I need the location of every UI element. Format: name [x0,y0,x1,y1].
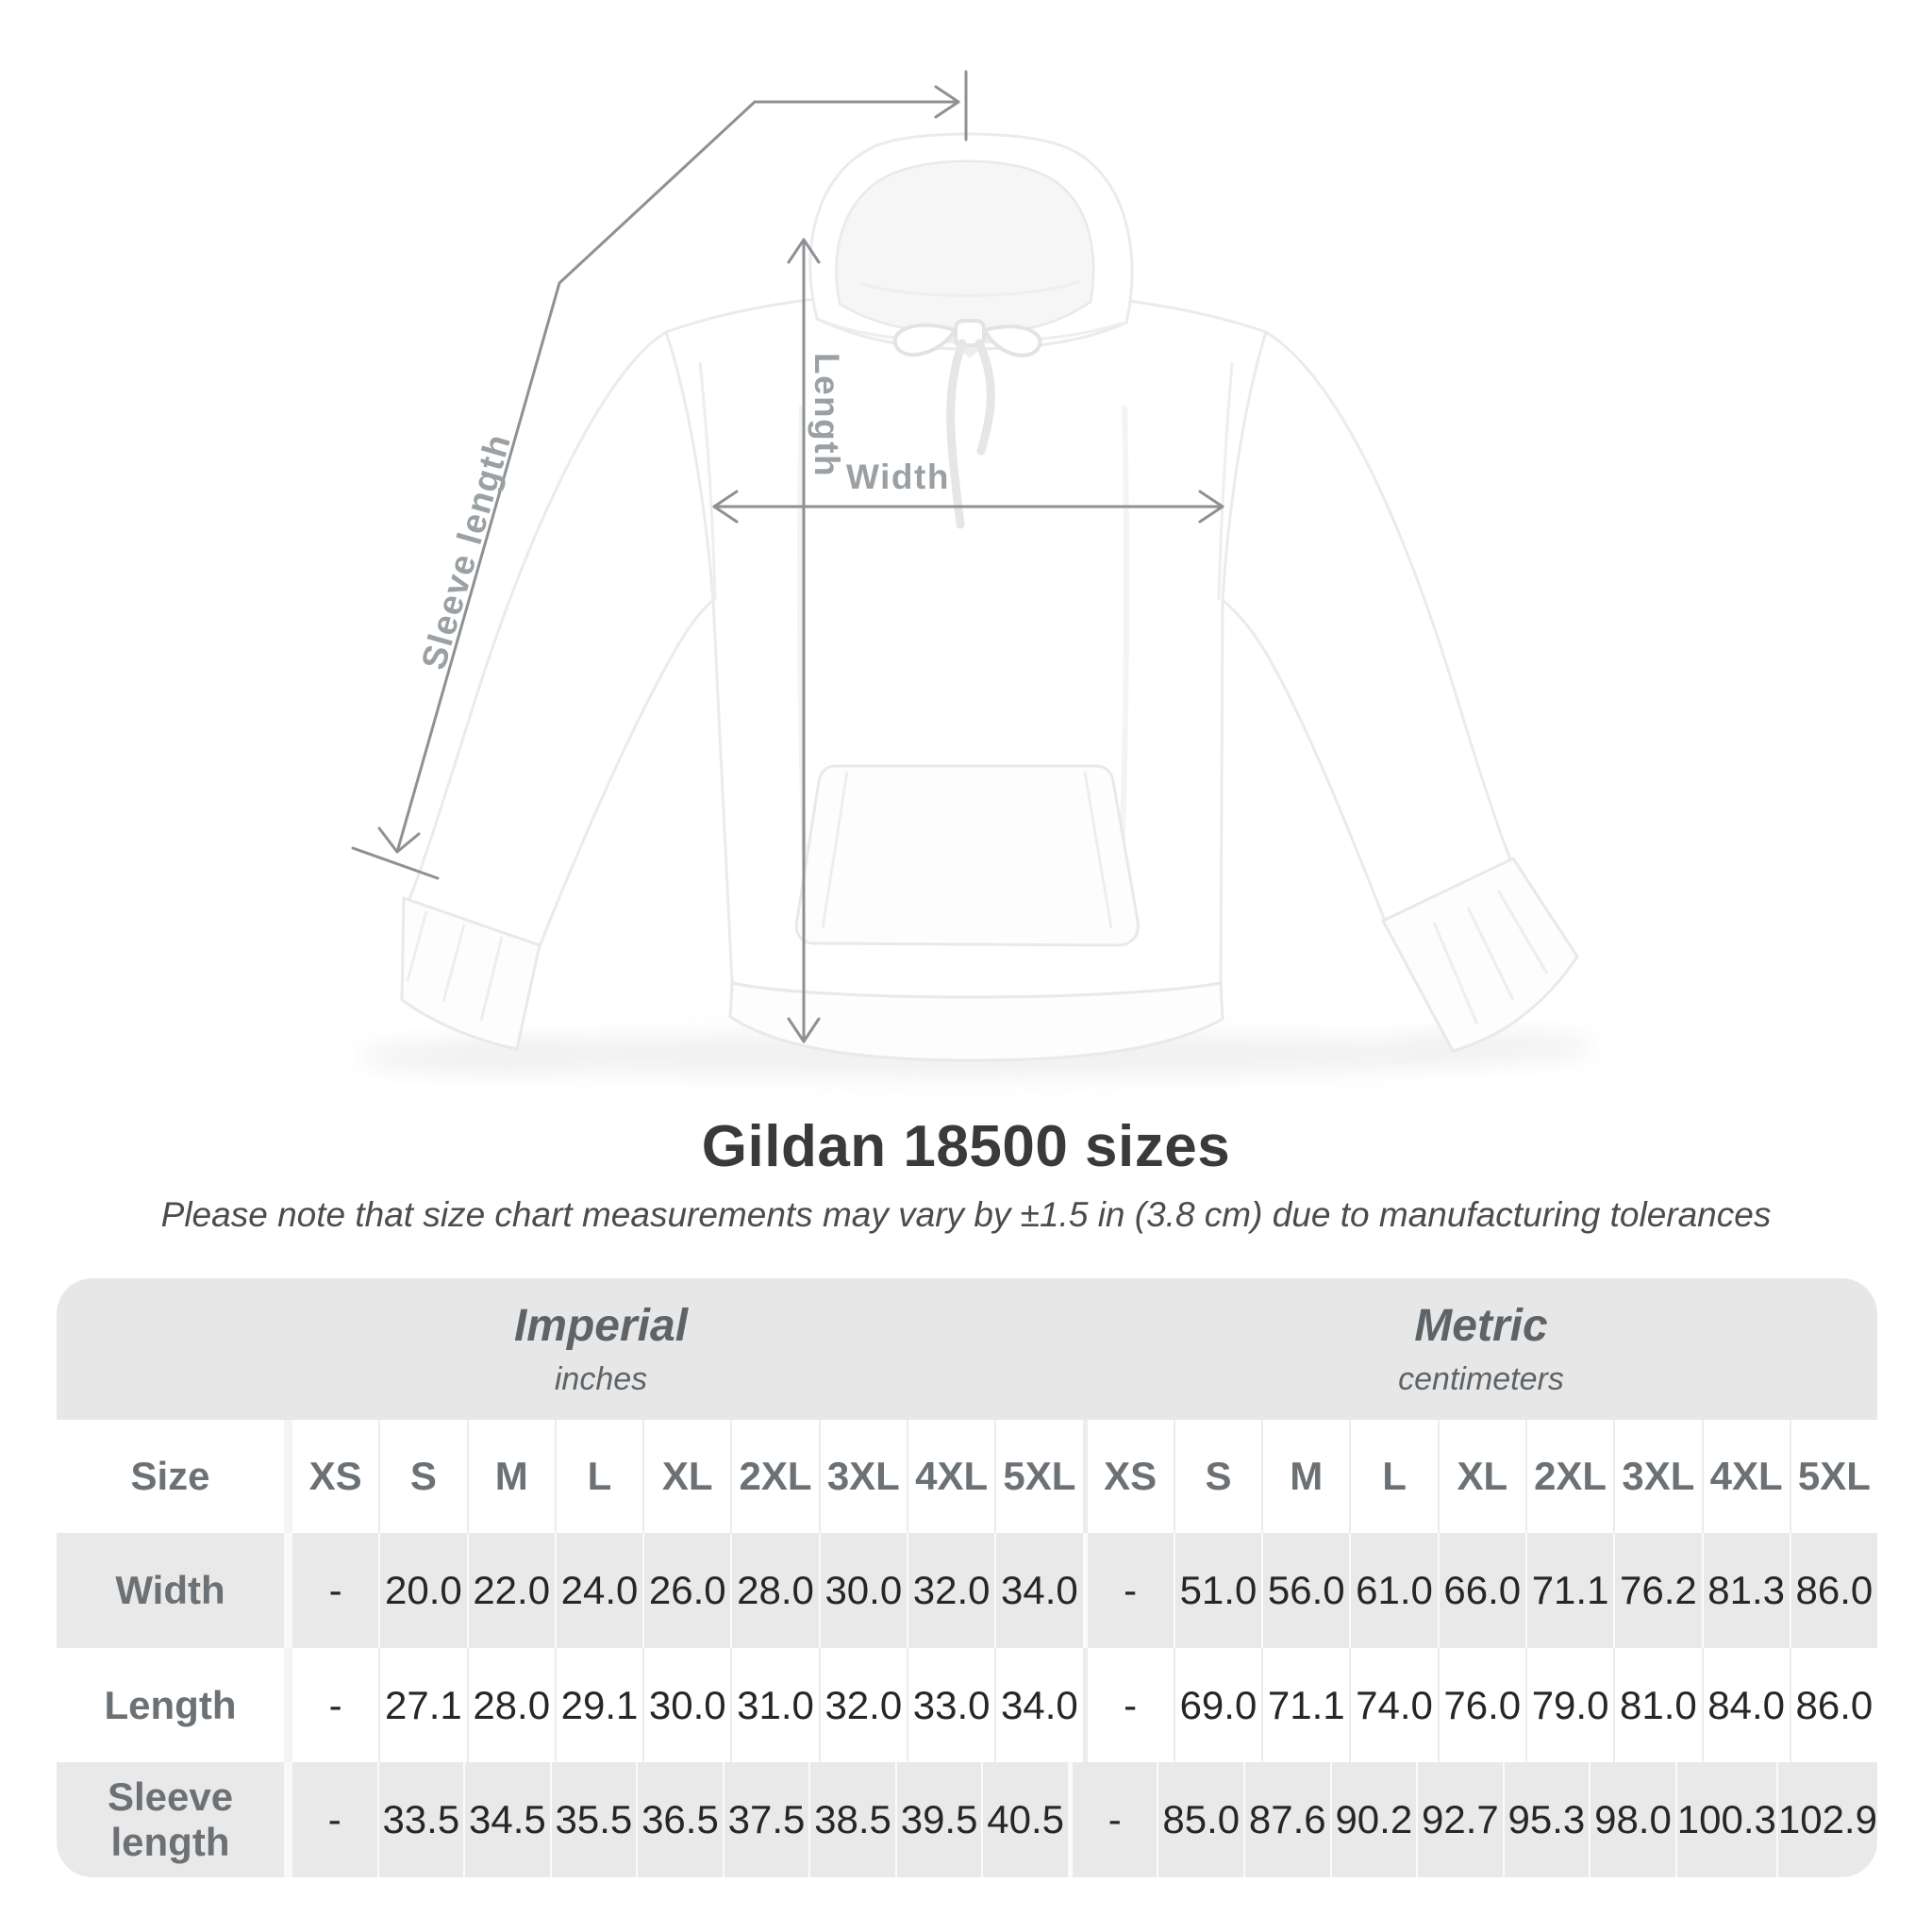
table-cell: 56.0 [1261,1533,1349,1648]
column-header: M [1261,1420,1349,1533]
column-header: XL [1438,1420,1525,1533]
table-cell: 86.0 [1790,1648,1877,1762]
table-cell: 30.0 [819,1533,907,1648]
hood-opening [836,161,1093,334]
column-header: 4XL [907,1420,994,1533]
table-cell: 79.0 [1525,1648,1613,1762]
page-title: Gildan 18500 sizes [701,1114,1231,1179]
column-header: 2XL [1525,1420,1613,1533]
cuff-shadow-left [358,1041,585,1072]
table-cell: - [328,1568,342,1612]
table-cell: - [1083,1648,1174,1762]
table-cell: 37.5 [723,1762,809,1877]
table-cell: 74.0 [1349,1648,1437,1762]
table-row [57,1533,1877,1648]
table-cell: 33.5 [377,1762,464,1877]
size-table [57,1278,1877,1877]
table-cell: 102.9 [1776,1762,1877,1877]
table-cell: 38.5 [808,1762,895,1877]
table-cell: 51.0 [1174,1533,1261,1648]
table-cell: - [327,1797,341,1841]
table-cell: 28.0 [730,1533,818,1648]
column-header: 3XL [819,1420,907,1533]
imperial-label: Imperial [513,1301,689,1351]
table-cell: 32.0 [907,1533,994,1648]
column-header: 5XL [994,1420,1082,1533]
width-measure-label: Width [846,458,950,496]
table-cell: 71.1 [1525,1533,1613,1648]
hoodie-right-sleeve [1223,332,1513,921]
table-cell: - [1068,1762,1158,1877]
table-cell: 30.0 [642,1648,730,1762]
table-cell: 81.0 [1613,1648,1701,1762]
sleeve-measure-label: Sleeve length [413,428,519,675]
metric-unit-group [1398,1300,1564,1398]
table-cell: 98.0 [1589,1762,1675,1877]
imperial-sublabel: inches [554,1361,648,1397]
metric-sublabel: centimeters [1398,1361,1564,1397]
metric-label: Metric [1414,1301,1548,1351]
page-subtitle: Please note that size chart measurements may vary by ±1.5 in (3.8 cm) due to manufacturing tolerances [160,1195,1772,1234]
column-header: 3XL [1613,1420,1701,1533]
table-cell: 76.2 [1613,1533,1701,1648]
table-cell: 61.0 [1349,1533,1437,1648]
table-cell: 39.5 [895,1762,982,1877]
table-cell: 40.5 [981,1762,1068,1877]
table-cell: 20.0 [378,1533,466,1648]
table-cell: - [1083,1533,1174,1648]
imperial-unit-group [514,1300,688,1398]
table-cell: 35.5 [550,1762,637,1877]
size-header-row [57,1420,1877,1533]
table-cell: 31.0 [730,1648,818,1762]
table-cell: 27.1 [378,1648,466,1762]
size-column-label: Size [57,1420,292,1533]
column-header: XL [642,1420,730,1533]
table-cell: 95.3 [1503,1762,1590,1877]
column-header: 2XL [730,1420,818,1533]
table-row [57,1648,1877,1762]
column-header: 5XL [1790,1420,1877,1533]
column-header: S [378,1420,466,1533]
table-cell: 81.3 [1702,1533,1790,1648]
table-cell: 34.5 [463,1762,550,1877]
table-cell: 87.6 [1243,1762,1330,1877]
row-label: Length [57,1648,292,1762]
table-cell: 69.0 [1174,1648,1261,1762]
table-cell: 34.0 [994,1533,1082,1648]
column-header: L [1349,1420,1437,1533]
length-measure-label: Length [808,352,846,478]
table-cell: 36.5 [636,1762,723,1877]
column-header: M [467,1420,555,1533]
table-cell: 32.0 [819,1648,907,1762]
table-cell: 86.0 [1790,1533,1877,1648]
column-header: S [1174,1420,1261,1533]
units-header-row [57,1278,1877,1420]
table-cell: 34.0 [994,1648,1082,1762]
table-cell: - [328,1682,342,1727]
table-cell: 33.0 [907,1648,994,1762]
table-cell: 66.0 [1438,1533,1525,1648]
table-cell: 90.2 [1330,1762,1417,1877]
table-row [57,1762,1877,1877]
column-header: L [555,1420,642,1533]
column-header: XS [308,1454,362,1498]
column-header: XS [1083,1420,1174,1533]
row-label: Sleeve length [57,1762,292,1877]
row-label: Width [57,1533,292,1648]
column-header: 4XL [1702,1420,1790,1533]
table-cell: 84.0 [1702,1648,1790,1762]
table-cell: 92.7 [1416,1762,1503,1877]
table-cell: 85.0 [1157,1762,1243,1877]
table-cell: 100.3 [1675,1762,1776,1877]
table-cell: 22.0 [467,1533,555,1648]
table-cell: 28.0 [467,1648,555,1762]
title-block [0,1113,1932,1235]
hoodie-pocket [796,766,1138,945]
table-cell: 76.0 [1438,1648,1525,1762]
table-cell: 29.1 [555,1648,642,1762]
table-cell: 71.1 [1261,1648,1349,1762]
table-cell: 24.0 [555,1533,642,1648]
table-cell: 26.0 [642,1533,730,1648]
